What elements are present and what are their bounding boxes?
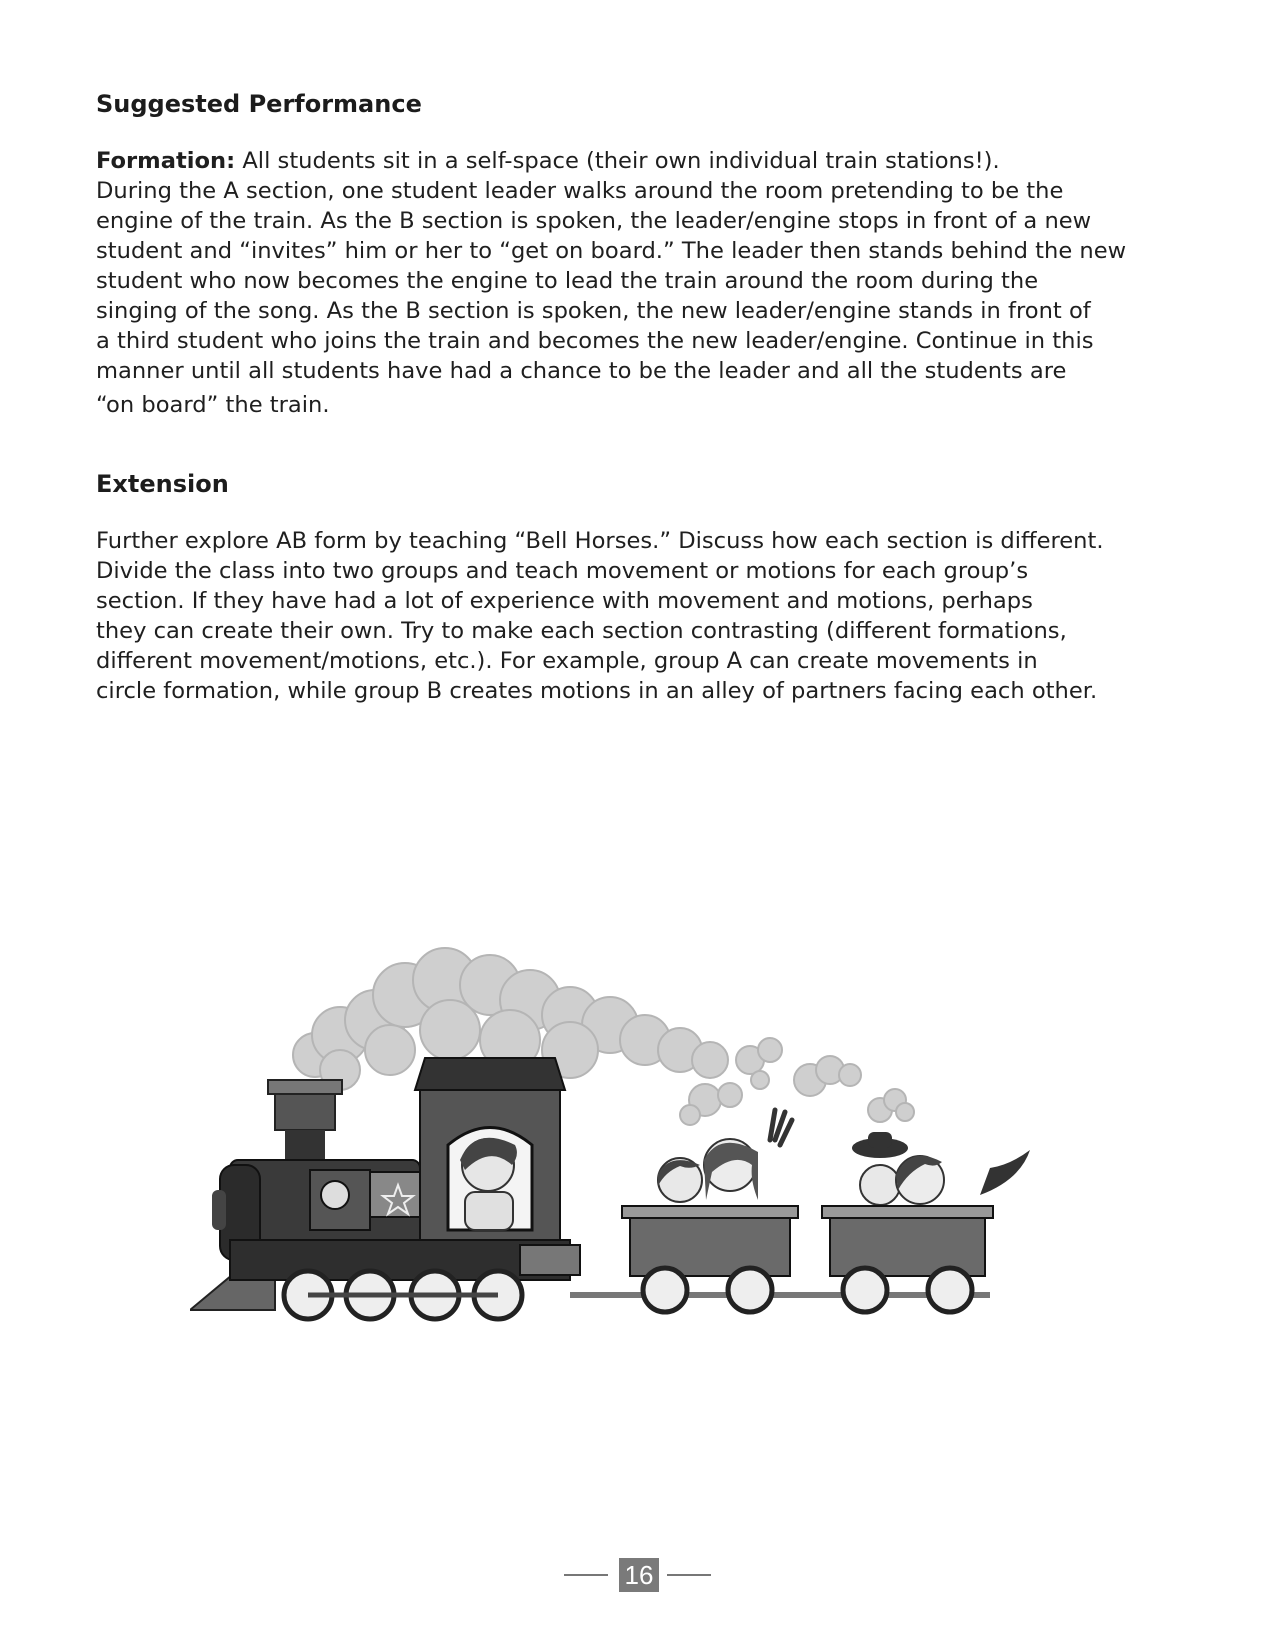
paragraph-line: different movement/motions, etc.). For example, group A can create movements in bbox=[96, 648, 1038, 674]
footer-rule-right bbox=[667, 1574, 711, 1576]
performance-paragraph bbox=[96, 146, 1186, 420]
page-number-footer bbox=[0, 1556, 1275, 1596]
paragraph-line: manner until all students have had a chance to be the leader and all the students are bbox=[96, 358, 1067, 384]
paragraph-line bbox=[96, 146, 1186, 176]
paragraph-line: circle formation, while group B creates motions in an alley of partners facing each other. bbox=[96, 678, 1098, 704]
steam-cloud bbox=[293, 948, 914, 1125]
locomotive bbox=[190, 1058, 580, 1310]
paragraph-line: singing of the song. As the B section is spoken, the new leader/engine stands in front of bbox=[96, 298, 1091, 324]
paragraph-line: “on board” the train. bbox=[96, 392, 330, 418]
page-number: 16 bbox=[619, 1558, 659, 1592]
formation-text: All students sit in a self-space (their own individual train stations!). bbox=[235, 148, 1000, 174]
paragraph-line: student who now becomes the engine to lead the train around the room during the bbox=[96, 268, 1039, 294]
extension-paragraph bbox=[96, 526, 1186, 706]
footer-rule-left bbox=[564, 1574, 608, 1576]
performance-heading: Suggested Performance bbox=[96, 90, 422, 118]
train-illustration bbox=[190, 940, 1090, 1400]
wagon-two bbox=[822, 1132, 1030, 1312]
wagon-one bbox=[622, 1110, 798, 1312]
paragraph-line: During the A section, one student leader walks around the room pretending to be the bbox=[96, 178, 1064, 204]
paragraph-line: student and “invites” him or her to “get on board.” The leader then stands behind the new bbox=[96, 238, 1127, 264]
paragraph-line: section. If they have had a lot of experience with movement and motions, perhaps bbox=[96, 588, 1033, 614]
extension-heading: Extension bbox=[96, 470, 229, 498]
formation-label: Formation: bbox=[96, 148, 236, 174]
paragraph-line: engine of the train. As the B section is spoken, the leader/engine stops in front of a new bbox=[96, 208, 1092, 234]
paragraph-line: they can create their own. Try to make each section contrasting (different formations, bbox=[96, 618, 1067, 644]
paragraph-line: Divide the class into two groups and teach movement or motions for each group’s bbox=[96, 558, 1029, 584]
paragraph-line: Further explore AB form by teaching “Bell Horses.” Discuss how each section is different. bbox=[96, 528, 1104, 554]
paragraph-line: a third student who joins the train and becomes the new leader/engine. Continue in this bbox=[96, 328, 1094, 354]
